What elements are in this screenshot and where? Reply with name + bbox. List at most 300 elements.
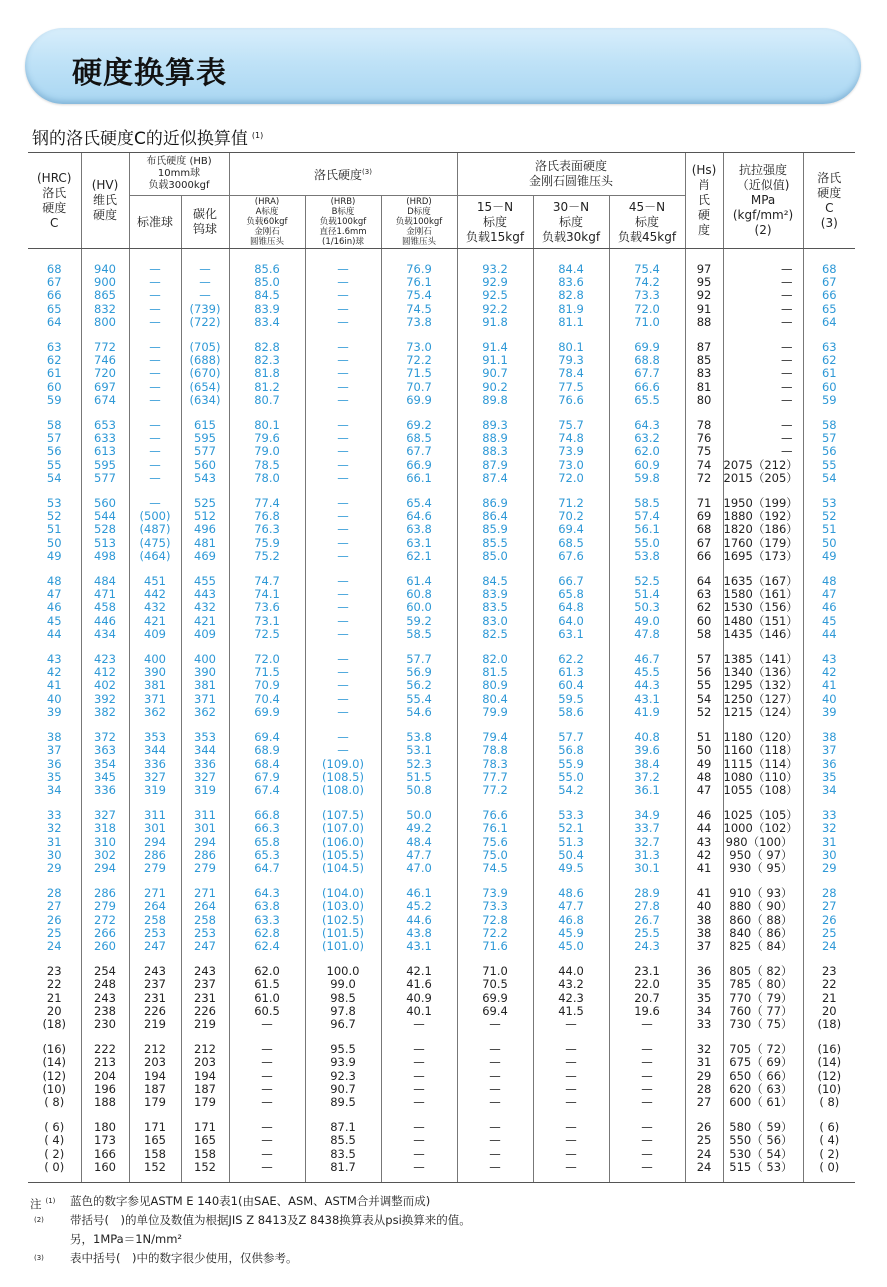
table-row	[28, 1056, 855, 1069]
cell-hr15n: 72.8	[457, 914, 533, 927]
cell-hv: 746	[81, 354, 129, 367]
spacer-cell	[181, 1174, 229, 1183]
cell-hr30n: 83.6	[533, 276, 609, 289]
cell-hr30n: —	[533, 1096, 609, 1109]
cell-hb-tungsten: —	[181, 276, 229, 289]
cell-hrd: 52.3	[381, 758, 457, 771]
cell-hv: 266	[81, 927, 129, 940]
header-superficial-line: 金刚石圆锥压头	[529, 174, 614, 188]
spacer-cell	[533, 1174, 609, 1183]
cell-hr15n: 87.9	[457, 459, 533, 472]
cell-hr15n: 73.9	[457, 887, 533, 900]
header-rockwell-label: 洛氏硬度	[314, 168, 363, 182]
header-tensile-line: 抗拉强度	[739, 163, 788, 177]
cell-hrd: 50.0	[381, 809, 457, 822]
cell-hv: 204	[81, 1070, 129, 1083]
cell-tensile: 2075（212）	[723, 459, 803, 472]
table-subtitle	[32, 124, 263, 149]
cell-hv: 544	[81, 510, 129, 523]
cell-hrb: —	[305, 731, 381, 744]
cell-hr45n: 20.7	[609, 992, 685, 1005]
table-row	[28, 1018, 855, 1031]
cell-hra: —	[229, 1148, 305, 1161]
table-row	[28, 601, 855, 614]
table-row	[28, 758, 855, 771]
cell-tensile: 1215（124）	[723, 706, 803, 719]
cell-hrb: —	[305, 381, 381, 394]
cell-tensile: —	[723, 289, 803, 302]
cell-tensile: —	[723, 263, 803, 276]
header-45n-line: 负载45kgf	[618, 229, 677, 244]
footnote-marker	[30, 1193, 70, 1212]
cell-hra: 65.3	[229, 849, 305, 862]
cell-hs: 46	[685, 809, 723, 822]
cell-tensile: 620（ 63）	[723, 1083, 803, 1096]
table-row	[28, 1096, 855, 1109]
cell-hr15n: —	[457, 1096, 533, 1109]
cell-tensile: —	[723, 341, 803, 354]
cell-hra: 60.5	[229, 1005, 305, 1018]
cell-hrc-right: 26	[803, 914, 855, 927]
cell-hr45n: —	[609, 1096, 685, 1109]
cell-hr30n: 81.9	[533, 303, 609, 316]
cell-hs: 97	[685, 263, 723, 276]
cell-hrb: —	[305, 510, 381, 523]
table-row	[28, 537, 855, 550]
cell-hrd: —	[381, 1070, 457, 1083]
cell-hb-standard: 353	[129, 731, 181, 744]
cell-hv: 528	[81, 523, 129, 536]
cell-hra: —	[229, 1043, 305, 1056]
cell-hr15n: 91.1	[457, 354, 533, 367]
cell-hra: 79.6	[229, 432, 305, 445]
cell-hv: 560	[81, 497, 129, 510]
cell-hrd: 69.2	[381, 419, 457, 432]
cell-hrd: 46.1	[381, 887, 457, 900]
cell-hrb: 97.8	[305, 1005, 381, 1018]
cell-hr45n: 27.8	[609, 900, 685, 913]
cell-hra: 63.3	[229, 914, 305, 927]
cell-hb-tungsten: 512	[181, 510, 229, 523]
cell-hrd: 68.5	[381, 432, 457, 445]
cell-hrb: —	[305, 289, 381, 302]
cell-hrc-right: 25	[803, 927, 855, 940]
table-row	[28, 1161, 855, 1174]
cell-hb-tungsten: 595	[181, 432, 229, 445]
cell-hr30n: 49.5	[533, 862, 609, 875]
cell-hr45n: 33.7	[609, 822, 685, 835]
cell-hb-tungsten: 279	[181, 862, 229, 875]
cell-hra: 73.1	[229, 615, 305, 628]
cell-hs: 25	[685, 1134, 723, 1147]
cell-tensile: 675（ 69）	[723, 1056, 803, 1069]
cell-hr15n: 85.0	[457, 550, 533, 563]
cell-hra: 65.8	[229, 836, 305, 849]
cell-hr45n: 55.0	[609, 537, 685, 550]
cell-hb-standard: —	[129, 289, 181, 302]
cell-hs: 72	[685, 472, 723, 485]
cell-hr45n: 59.8	[609, 472, 685, 485]
header-hrb	[305, 196, 381, 249]
cell-hb-standard: 390	[129, 666, 181, 679]
header-brinell-group	[129, 153, 229, 196]
cell-hr15n: 82.5	[457, 628, 533, 641]
cell-hb-tungsten: 469	[181, 550, 229, 563]
cell-hrc-right: 21	[803, 992, 855, 1005]
header-15n-line: 标度	[483, 214, 508, 229]
cell-tensile: —	[723, 276, 803, 289]
cell-hrc-right: (14)	[803, 1056, 855, 1069]
cell-hrc-right: 59	[803, 394, 855, 407]
cell-tensile: 1580（161）	[723, 588, 803, 601]
spacer-cell	[181, 249, 229, 264]
cell-hr30n: 41.5	[533, 1005, 609, 1018]
cell-hrc: 39	[46, 704, 62, 719]
cell-hrc: 40	[46, 691, 62, 706]
cell-hrd: 53.1	[381, 744, 457, 757]
cell-hrb: —	[305, 693, 381, 706]
cell-hb-tungsten: 381	[181, 679, 229, 692]
cell-tensile: 2015（205）	[723, 472, 803, 485]
cell-hrd: —	[381, 1083, 457, 1096]
cell-hrc-right: 55	[803, 459, 855, 472]
spacer-cell	[229, 249, 305, 264]
cell-hr45n: 67.7	[609, 367, 685, 380]
cell-hrc: (14)	[42, 1055, 67, 1070]
cell-hv: 720	[81, 367, 129, 380]
cell-hr15n: 89.8	[457, 394, 533, 407]
cell-hv: 674	[81, 394, 129, 407]
cell-hr30n: 55.0	[533, 771, 609, 784]
cell-hr45n: 24.3	[609, 940, 685, 953]
cell-hrc: 60	[46, 379, 62, 394]
cell-hs: 55	[685, 679, 723, 692]
cell-hr15n: 69.4	[457, 1005, 533, 1018]
cell-tensile: 530（ 54）	[723, 1148, 803, 1161]
cell-hr15n: 92.9	[457, 276, 533, 289]
cell-hrd: —	[381, 1043, 457, 1056]
header-45n	[609, 196, 685, 249]
table-row	[28, 316, 855, 329]
cell-hs: 32	[685, 1043, 723, 1056]
cell-hb-standard: 152	[129, 1161, 181, 1174]
cell-hrc-right: 49	[803, 550, 855, 563]
cell-hrb: 96.7	[305, 1018, 381, 1031]
cell-hs: 43	[685, 836, 723, 849]
cell-hb-standard: 371	[129, 693, 181, 706]
cell-hrc-right: 61	[803, 367, 855, 380]
cell-hra: 74.1	[229, 588, 305, 601]
cell-hr15n: —	[457, 1121, 533, 1134]
cell-hrd: 50.8	[381, 784, 457, 797]
cell-hr15n: 71.6	[457, 940, 533, 953]
spacer-cell	[609, 249, 685, 264]
cell-hs: 50	[685, 744, 723, 757]
header-hrc-left-line: C	[50, 215, 59, 230]
cell-hrc-right: (12)	[803, 1070, 855, 1083]
cell-hr45n: 31.3	[609, 849, 685, 862]
table-row	[28, 394, 855, 407]
cell-hb-tungsten: (670)	[181, 367, 229, 380]
cell-hrb: —	[305, 367, 381, 380]
cell-hrc-right: 39	[803, 706, 855, 719]
spacer-cell	[533, 249, 609, 264]
cell-hr15n: 90.7	[457, 367, 533, 380]
cell-hr45n: 69.9	[609, 341, 685, 354]
cell-hrb: 99.0	[305, 978, 381, 991]
cell-hr30n: —	[533, 1134, 609, 1147]
cell-hrd: 61.4	[381, 575, 457, 588]
table-row	[28, 1148, 855, 1161]
cell-hb-standard: 279	[129, 862, 181, 875]
cell-hr45n: 36.1	[609, 784, 685, 797]
cell-hr30n: —	[533, 1083, 609, 1096]
cell-hrc: 59	[46, 392, 62, 407]
cell-hb-standard: 301	[129, 822, 181, 835]
cell-hr45n: —	[609, 1121, 685, 1134]
cell-tensile: 910（ 93）	[723, 887, 803, 900]
cell-hrd: 55.4	[381, 693, 457, 706]
cell-hs: 60	[685, 615, 723, 628]
cell-hra: 75.2	[229, 550, 305, 563]
cell-hrd: 44.6	[381, 914, 457, 927]
cell-tensile: 580（ 59）	[723, 1121, 803, 1134]
cell-hb-tungsten: 390	[181, 666, 229, 679]
cell-hrc: 47	[46, 587, 62, 602]
footnote-row	[30, 1193, 471, 1212]
cell-hrc: 45	[46, 613, 62, 628]
cell-tensile: 1000（102）	[723, 822, 803, 835]
cell-hv: 230	[81, 1018, 129, 1031]
header-hs-line: 度	[698, 223, 711, 237]
header-hrc-right-line: 硬度	[817, 185, 842, 200]
cell-hr45n: —	[609, 1070, 685, 1083]
header-brinell-line: 布氏硬度 (HB)	[146, 156, 212, 167]
cell-hs: 57	[685, 653, 723, 666]
cell-hrc: 44	[46, 626, 62, 641]
cell-hv: 613	[81, 445, 129, 458]
cell-hb-standard: —	[129, 394, 181, 407]
cell-hra: 63.8	[229, 900, 305, 913]
header-15n-line: 负载15kgf	[465, 229, 525, 244]
cell-hrd: 70.7	[381, 381, 457, 394]
cell-hrc-right: (16)	[803, 1043, 855, 1056]
cell-hs: 68	[685, 523, 723, 536]
cell-hrd: 63.8	[381, 523, 457, 536]
spacer-cell	[723, 1174, 803, 1183]
cell-hrd: 62.1	[381, 550, 457, 563]
cell-hv: 166	[81, 1148, 129, 1161]
cell-hb-tungsten: (705)	[181, 341, 229, 354]
cell-hrc-right: 36	[803, 758, 855, 771]
cell-hr30n: 66.7	[533, 575, 609, 588]
cell-tensile: 1295（132）	[723, 679, 803, 692]
cell-tensile: 1115（114）	[723, 758, 803, 771]
spacer-cell	[381, 249, 457, 264]
cell-hrc-right: 48	[803, 575, 855, 588]
cell-hr15n: 78.8	[457, 744, 533, 757]
cell-hb-tungsten: 455	[181, 575, 229, 588]
footnote-text: 表中括号( )中的数字很少使用，仅供参考。	[70, 1251, 298, 1265]
cell-hrb: —	[305, 601, 381, 614]
cell-hrd: 65.4	[381, 497, 457, 510]
header-hs	[685, 153, 723, 249]
cell-hb-standard: —	[129, 354, 181, 367]
cell-hr45n: 62.0	[609, 445, 685, 458]
header-brinell-wc-line: 碳化	[192, 207, 217, 221]
cell-tensile: 730（ 75）	[723, 1018, 803, 1031]
cell-hr45n: 19.6	[609, 1005, 685, 1018]
cell-hrb: —	[305, 588, 381, 601]
cell-hb-standard: 381	[129, 679, 181, 692]
cell-hrc-right: 45	[803, 615, 855, 628]
cell-hrd: 76.1	[381, 276, 457, 289]
cell-hrb: (101.5)	[305, 927, 381, 940]
subtitle-text: 钢的洛氏硬度C的近似换算值	[32, 129, 248, 149]
cell-hrc: 27	[46, 899, 62, 914]
cell-hrc: ( 6)	[44, 1120, 65, 1135]
cell-hr45n: 52.5	[609, 575, 685, 588]
cell-hr45n: 74.2	[609, 276, 685, 289]
cell-hra: 73.6	[229, 601, 305, 614]
cell-hrd: 66.9	[381, 459, 457, 472]
cell-hra: 71.5	[229, 666, 305, 679]
cell-hr15n: 76.6	[457, 809, 533, 822]
table-row	[28, 784, 855, 797]
cell-hb-standard: 421	[129, 615, 181, 628]
cell-tensile: 805（ 82）	[723, 965, 803, 978]
cell-hv: 392	[81, 693, 129, 706]
table-row	[28, 523, 855, 536]
cell-tensile: 860（ 88）	[723, 914, 803, 927]
cell-tensile: 1435（146）	[723, 628, 803, 641]
cell-hb-standard: 231	[129, 992, 181, 1005]
cell-hrc: 21	[46, 990, 62, 1005]
cell-hr15n: 84.5	[457, 575, 533, 588]
cell-hra: 80.7	[229, 394, 305, 407]
cell-tensile: 600（ 61）	[723, 1096, 803, 1109]
cell-tensile: —	[723, 445, 803, 458]
cell-hra: 70.4	[229, 693, 305, 706]
footnote-text: 另，1MPa＝1N/mm²	[70, 1232, 183, 1246]
cell-hb-tungsten: 258	[181, 914, 229, 927]
cell-hr45n: 57.4	[609, 510, 685, 523]
cell-hr45n: —	[609, 1083, 685, 1096]
cell-hrd: 40.1	[381, 1005, 457, 1018]
cell-hrd: 73.8	[381, 316, 457, 329]
cell-hrd: 59.2	[381, 615, 457, 628]
cell-hrc-right: 22	[803, 978, 855, 991]
cell-hrc-right: 31	[803, 836, 855, 849]
table-row	[28, 978, 855, 991]
cell-hv: 484	[81, 575, 129, 588]
cell-hr30n: 70.2	[533, 510, 609, 523]
cell-hrb: (108.0)	[305, 784, 381, 797]
cell-hs: 56	[685, 666, 723, 679]
cell-hb-tungsten: 311	[181, 809, 229, 822]
cell-hr45n: 44.3	[609, 679, 685, 692]
cell-hr30n: 57.7	[533, 731, 609, 744]
cell-hv: 272	[81, 914, 129, 927]
cell-hra: —	[229, 1070, 305, 1083]
cell-tensile: 770（ 79）	[723, 992, 803, 1005]
cell-hv: 286	[81, 887, 129, 900]
cell-hr45n: 63.2	[609, 432, 685, 445]
cell-hb-standard: —	[129, 303, 181, 316]
cell-hb-tungsten: (739)	[181, 303, 229, 316]
spacer-cell	[28, 249, 81, 264]
header-15n-line: 15－N	[476, 199, 514, 214]
cell-hrd: 69.9	[381, 394, 457, 407]
cell-hs: 33	[685, 1018, 723, 1031]
cell-hs: 81	[685, 381, 723, 394]
cell-hv: 213	[81, 1056, 129, 1069]
cell-hrb: 85.5	[305, 1134, 381, 1147]
cell-tensile: 705（ 72）	[723, 1043, 803, 1056]
header-hrc-left-line: (HRC)	[36, 170, 72, 185]
header-hra-line: A标度	[255, 207, 279, 217]
cell-hra: 77.4	[229, 497, 305, 510]
cell-hr45n: 72.0	[609, 303, 685, 316]
header-rockwell-note: (3)	[362, 168, 372, 176]
table-row	[28, 679, 855, 692]
cell-hs: 40	[685, 900, 723, 913]
cell-hr45n: 56.1	[609, 523, 685, 536]
header-brinell-line: 负载3000kgf	[148, 180, 210, 191]
cell-hra: 76.8	[229, 510, 305, 523]
cell-hra: 62.8	[229, 927, 305, 940]
header-hs-line: 硬	[698, 208, 711, 222]
cell-hrc-right: 35	[803, 771, 855, 784]
cell-hr15n: —	[457, 1148, 533, 1161]
cell-hs: 49	[685, 758, 723, 771]
cell-hb-standard: 400	[129, 653, 181, 666]
cell-hrb: 81.7	[305, 1161, 381, 1174]
table-row	[28, 367, 855, 380]
cell-hr30n: 44.0	[533, 965, 609, 978]
cell-hrc: 51	[46, 522, 62, 537]
cell-hr45n: 26.7	[609, 914, 685, 927]
cell-hv: 279	[81, 900, 129, 913]
footnote-label: 注	[30, 1197, 42, 1211]
cell-hrc-right: 44	[803, 628, 855, 641]
cell-hra: 79.0	[229, 445, 305, 458]
cell-hv: 458	[81, 601, 129, 614]
cell-hrc: 57	[46, 431, 62, 446]
header-hrb-line: (HRB)	[330, 197, 356, 207]
cell-hr30n: 45.9	[533, 927, 609, 940]
cell-hr15n: 71.0	[457, 965, 533, 978]
cell-hb-standard: 237	[129, 978, 181, 991]
cell-hra: 83.4	[229, 316, 305, 329]
header-hra-line: (HRA)	[254, 197, 280, 207]
cell-hrb: 87.1	[305, 1121, 381, 1134]
spacer-cell	[81, 249, 129, 264]
cell-hrc-right: 64	[803, 316, 855, 329]
cell-tensile: 1820（186）	[723, 523, 803, 536]
cell-hr30n: —	[533, 1018, 609, 1031]
cell-hrc-right: 33	[803, 809, 855, 822]
cell-hv: 865	[81, 289, 129, 302]
cell-hr45n: 71.0	[609, 316, 685, 329]
cell-hb-tungsten: 496	[181, 523, 229, 536]
cell-hrd: 54.6	[381, 706, 457, 719]
cell-hra: —	[229, 1096, 305, 1109]
header-hrc-left-line: 硬度	[42, 200, 67, 215]
cell-hrc: 26	[46, 912, 62, 927]
cell-hv: 832	[81, 303, 129, 316]
cell-hv: 434	[81, 628, 129, 641]
